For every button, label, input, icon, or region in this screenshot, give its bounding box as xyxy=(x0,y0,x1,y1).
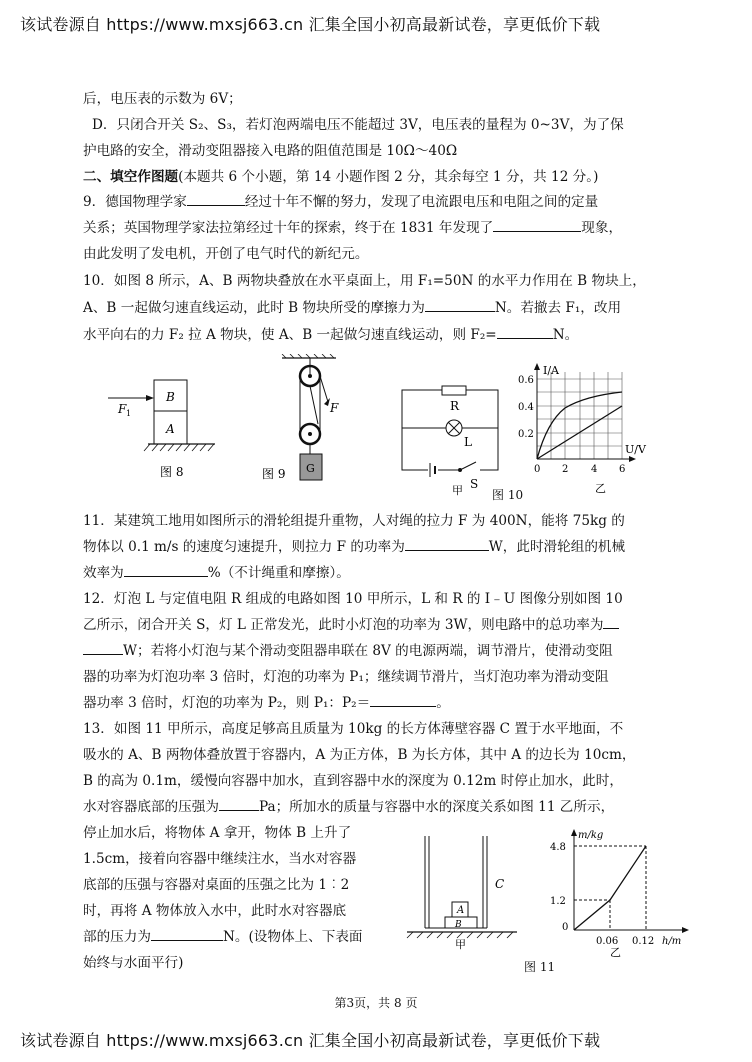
switch-label: S xyxy=(470,477,479,491)
bottom-banner: 该试卷源自 https://www.mxsj663.cn 汇集全国小初高最新试卷，享更低价下载 xyxy=(20,1031,601,1050)
q12-line-3 xyxy=(83,642,613,660)
q11-line-1: 11．某建筑工地用如图所示的滑轮组提升重物，人对绳的拉力 F 为 400N，能将 75kg 的 xyxy=(83,513,625,529)
q11-line-3 xyxy=(83,564,350,582)
answer-blank[interactable] xyxy=(151,928,223,941)
y-tick: 0.2 xyxy=(518,429,534,440)
x-tick: 0.06 xyxy=(596,936,619,947)
y-tick: 1.2 xyxy=(550,896,566,907)
figure-9-caption: 图 9 xyxy=(262,467,286,481)
x-tick: 0.12 xyxy=(632,936,655,947)
lamp-curve xyxy=(537,392,622,459)
y-tick: 0 xyxy=(562,922,569,933)
q13-text: Pa；所加水的质量与容器中水的深度关系如图 11 乙所示， xyxy=(258,799,615,815)
q13-line-3: B 的高为 0.1m，缓慢向容器中加水，直到容器中水的深度为 0.12m 时停止加水，此时， xyxy=(83,773,623,789)
x-tick: 0 xyxy=(534,464,541,475)
sub-caption: 乙 xyxy=(610,946,621,958)
q10-line-3 xyxy=(83,326,578,344)
q11-text: %（不计绳重和摩擦）。 xyxy=(207,565,350,581)
q11-text: W，此时滑轮组的机械 xyxy=(488,539,626,555)
resistor-line xyxy=(537,406,622,459)
text-line: D．只闭合开关 S₂、S₃，若灯泡两端电压不能超过 3V，电压表的量程为 0~3V，为了保 xyxy=(92,117,624,133)
y-tick: 4.8 xyxy=(550,842,566,853)
y-tick: 0.6 xyxy=(518,375,534,386)
lamp-label: L xyxy=(464,435,472,449)
q11-text: 物体以 0.1 m/s 的速度匀速提升，则拉力 F 的功率为 xyxy=(83,539,405,555)
x-tick: 2 xyxy=(562,464,569,475)
block-b-label: B xyxy=(455,920,462,930)
weight-label: G xyxy=(306,462,315,475)
q12-line-4: 器的功率为灯泡功率 3 倍时，灯泡的功率为 P₁；继续调节滑片，当灯泡功率为滑动变阻 xyxy=(83,669,609,685)
answer-blank[interactable] xyxy=(187,193,245,206)
answer-blank[interactable] xyxy=(370,694,436,707)
q10-text: N。 xyxy=(552,327,579,343)
q11-text: 效率为 xyxy=(83,565,124,581)
resistor-label: R xyxy=(450,399,460,413)
page-number: 第3页，共 8 页 xyxy=(334,996,418,1010)
q9-text: 现象， xyxy=(581,220,623,236)
block-a-label: A xyxy=(457,905,465,916)
q13-line-5: 停止加水后，将物体 A 拿开，物体 B 上升了 xyxy=(83,825,352,841)
q13-line-8: 时，再将 A 物体放入水中，此时水对容器底 xyxy=(83,903,347,919)
x-axis-label: h/m xyxy=(662,936,682,947)
sub-caption: 乙 xyxy=(595,482,606,495)
q9-line-3: 由此发明了发电机，开创了电气时代的新纪元。 xyxy=(83,246,369,262)
q13-line-10: 始终与水面平行) xyxy=(83,955,184,971)
q9-text: 关系；英国物理学家法拉第经过十年的探索，终于在 1831 年发现了 xyxy=(83,220,494,236)
x-tick: 4 xyxy=(591,464,598,475)
arrow-icon xyxy=(146,395,154,401)
top-banner: 该试卷源自 https://www.mxsj663.cn 汇集全国小初高最新试卷，享更低价下载 xyxy=(20,15,601,34)
q13-text: 水对容器底部的压强为 xyxy=(83,799,219,815)
resistor xyxy=(442,386,466,395)
x-axis-label: U/V xyxy=(625,443,646,456)
q10-line-2 xyxy=(83,299,621,317)
force-label: F xyxy=(118,402,127,416)
q13-line-1: 13．如图 11 甲所示，高度足够高且质量为 10kg 的长方体薄壁容器 C 置于水平地面，不 xyxy=(83,721,624,737)
q12-text: 乙所示，闭合开关 S，灯 L 正常发光，此时小灯泡的功率为 3W，则电路中的总功率为 xyxy=(83,617,604,633)
answer-blank[interactable] xyxy=(493,219,581,232)
sub-caption: 甲 xyxy=(455,938,466,951)
q12-line-1: 12．灯泡 L 与定值电阻 R 组成的电路如图 10 甲所示，L 和 R 的 I﹣U 图像分别如图 10 xyxy=(83,591,623,607)
q9-line-2 xyxy=(83,219,622,237)
figure-10-caption: 图 10 xyxy=(492,488,524,502)
text-line: 护电路的安全，滑动变阻器接入电路的阻值范围是 10Ω～40Ω xyxy=(83,143,458,159)
block-b-label: B xyxy=(166,390,175,404)
q11-line-2 xyxy=(83,538,625,556)
q12-text: 器功率 3 倍时，灯泡的功率为 P₂，则 P₁：P₂＝ xyxy=(83,695,371,711)
answer-blank[interactable] xyxy=(425,299,495,312)
q13-line-6: 1.5cm，接着向容器中继续注水，当水对容器 xyxy=(83,851,357,867)
container-label: C xyxy=(495,877,505,891)
sub-caption: 甲 xyxy=(452,484,463,497)
text-line: 后，电压表的示数为 6V； xyxy=(83,91,242,107)
figure-10-graph xyxy=(515,362,655,496)
q13-line-7: 底部的压强与容器对桌面的压强之比为 1︰2 xyxy=(83,877,350,893)
q13-line-4 xyxy=(83,798,614,816)
figure-11-caption: 图 11 xyxy=(524,960,556,974)
answer-blank[interactable] xyxy=(219,798,259,811)
block-a-label: A xyxy=(166,422,175,436)
figure-11-graph xyxy=(536,826,700,958)
q9-text: 经过十年不懈的努力，发现了电流跟电压和电阻之间的定量 xyxy=(244,194,599,210)
figure-8-caption: 图 8 xyxy=(160,465,184,479)
section-desc: (本题共 6 个小题，第 14 小题作图 2 分，其余每空 1 分，共 12 分。) xyxy=(178,169,599,185)
q10-text: 水平向右的力 F₂ 拉 A 物块，使 A、B 一起做匀速直线运动，则 F₂= xyxy=(83,327,497,343)
answer-blank[interactable] xyxy=(497,326,553,339)
y-tick: 0.4 xyxy=(518,402,534,413)
answer-blank[interactable] xyxy=(603,616,619,629)
q13-text: 部的压力为 xyxy=(83,929,151,945)
q12-line-5 xyxy=(83,694,450,712)
q12-line-2 xyxy=(83,616,619,634)
q12-text: 。 xyxy=(436,695,450,711)
figure-11-container xyxy=(405,828,525,958)
figure-10-circuit xyxy=(392,378,512,498)
q12-text: W；若将小灯泡与某个滑动变阻器串联在 8V 的电源两端，调节滑片，使滑动变阻 xyxy=(123,643,613,659)
q9-line-1 xyxy=(83,193,598,211)
x-tick: 6 xyxy=(619,464,626,475)
section-title: 二、填空作图题 xyxy=(83,169,179,185)
q13-line-2: 吸水的 A、B 两物体叠放置于容器内，A 为正方体，B 为长方体，其中 A 的边长为 10cm， xyxy=(83,747,636,763)
answer-blank[interactable] xyxy=(405,538,489,551)
force-subscript: 1 xyxy=(126,409,132,418)
q13-line-9 xyxy=(83,928,363,946)
answer-blank[interactable] xyxy=(124,564,208,577)
y-axis-label: I/A xyxy=(543,364,559,377)
y-axis-label: m/kg xyxy=(578,830,604,841)
figure-8 xyxy=(100,372,220,482)
figure-9 xyxy=(262,354,342,484)
q10-text: N。若撤去 F₁，改用 xyxy=(494,300,622,316)
q9-text: 9．德国物理学家 xyxy=(83,194,187,210)
section-heading xyxy=(83,168,598,186)
q10-line-1: 10．如图 8 所示，A、B 两物块叠放在水平桌面上，用 F₁=50N 的水平力作用在 B 物块上， xyxy=(83,273,646,289)
q13-text: N。(设物体上、下表面 xyxy=(222,929,363,945)
force-label: F xyxy=(330,401,339,415)
q10-text: A、B 一起做匀速直线运动，此时 B 物块所受的摩擦力为 xyxy=(83,300,425,316)
answer-blank[interactable] xyxy=(83,642,123,655)
